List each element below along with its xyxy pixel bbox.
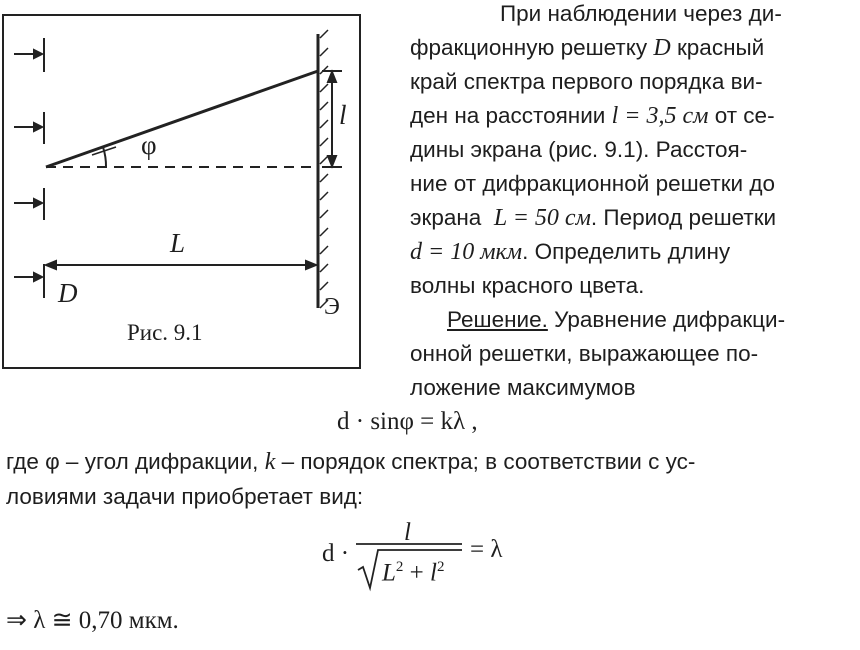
grating-arrows [14,38,44,298]
problem-line-3: край спектра первого порядка ви- [410,69,763,94]
solution-line-2: онной решетки, выражающее по- [410,341,759,366]
label-screen: Э [324,294,340,320]
problem-line-2: фракционную решетку D красный [410,35,765,61]
solution-line-3: ложение максимумов [410,375,636,400]
label-L: L [170,228,186,258]
problem-line-9: волны красного цвета. [410,273,645,298]
problem-line-8: d = 10 мкм. Определить длину [410,239,731,265]
L-dimension [46,261,316,269]
diffraction-ray [46,71,318,167]
figure-caption: Рис. 9.1 [127,320,203,345]
problem-line-6: ние от дифракционной решетки до [410,171,776,196]
problem-line-4: ден на расстоянии l = 3,5 см от се- [410,103,775,129]
solution-line-1: Решение. Уравнение дифракци- [447,307,786,332]
fraction-denominator: $L^2 + l^2$ [382,559,445,587]
solution-heading: Решение. [447,307,548,332]
equation-1: d · sinφ = kλ , [337,408,478,435]
problem-line-5: дины экрана (рис. 9.1). Расстоя- [410,137,748,162]
problem-line-1: При наблюдении через ди- [500,1,782,26]
problem-line-7: экрана L = 50 см. Период решетки [410,205,777,231]
label-l: l [339,100,347,130]
fraction-numerator: l [404,519,411,546]
where-line-1: где φ – угол дифракции, k – порядок спектра; в соответствии с ус- [6,449,696,475]
where-line-2: ловиями задачи приобретает вид: [6,484,364,509]
result-line: ⇒ λ ≅ 0,70 мкм. [6,607,179,634]
label-phi: φ [141,130,157,160]
label-D: D [58,278,78,308]
diffraction-diagram [4,16,363,371]
figure-frame [2,14,361,369]
